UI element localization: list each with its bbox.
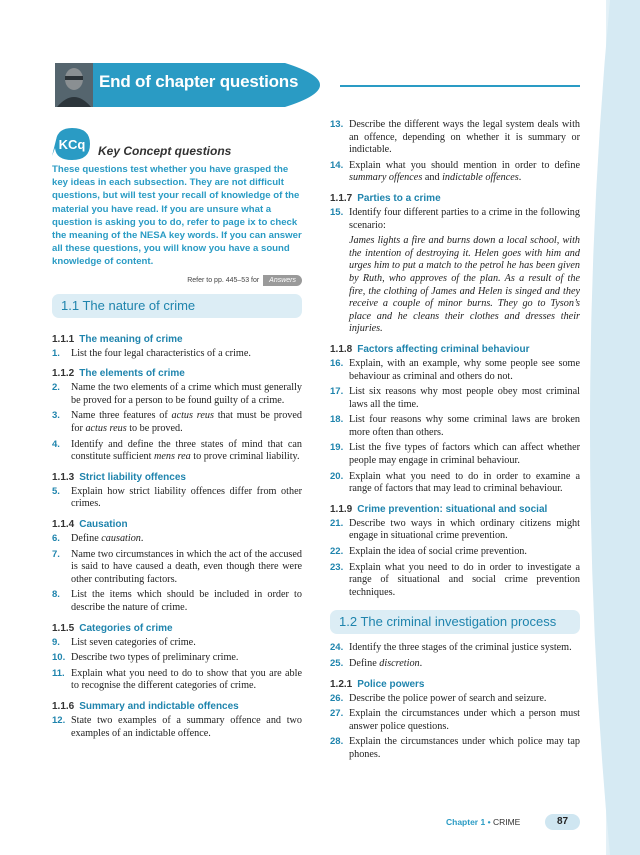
question-6: 6. Define causation. [52,532,144,544]
section-1-2-heading: 1.2 The criminal investigation process [330,610,580,634]
answers-reference [52,275,302,286]
section-1-1-heading: 1.1 The nature of crime [52,294,302,318]
question-7: 7. Name two circumstances in which the act of the accused is said to have caused a death, even though there were other contributing factors. [52,548,302,585]
question-15-scenario: James lights a fire and burns down a local school, with the intention of destroying it. Helen goes with him and urges him to put a match to the petrol he has been given by Ruth, who approves of the plan. As a result of the fire, the clothing of James and Helen is singed and they receive a couple of minor burns. They go to Tyson’s place and he cleans their clothes and dresses their injuries. [349,235,580,335]
left-column [52,124,302,743]
chapter-banner [55,63,355,107]
subhead-1-1-4: 1.1.4 Causation [52,518,128,530]
running-footer [446,817,520,827]
question-5: 5. Explain how strict liability offences differ from other crimes. [52,485,302,510]
question-25: 25. Define discretion. [330,658,423,669]
question-14: 14. Explain what you should mention in order to define summary offences and indictable offences. [330,159,580,184]
page-title: End of chapter questions [99,72,299,91]
subhead-1-1-6: 1.1.6 Summary and indictable offences [52,700,239,712]
question-15: 15. Identify four different parties to a crime in the following scenario: [330,206,580,231]
refer-text: Refer to pp. 445–53 for [187,276,260,284]
subhead-1-1-5: 1.1.5 Categories of crime [52,622,173,634]
question-22: 22. Explain the idea of social crime prevention. [330,546,527,558]
question-24: 24. Identify the three stages of the criminal justice system. [330,642,572,654]
question-23: 23. Explain what you need to do in order to investigate a range of situational and social crime prevention techniques. [330,561,580,598]
page-number: 87 [545,814,580,830]
footer-chapter: Chapter 1 [446,817,486,827]
question-20: 20. Explain what you need to do in order to examine a range of factors that may lead to criminal behaviour. [330,470,580,495]
kcq-title: Key Concept questions [98,144,232,158]
kcq-description: These questions test whether you have grasped the key ideas in each subsection. They are not difficult questions, but will test your recall of knowledge of the material you have read. If you are unsure what a question is asking you to do, refer to page ix to check the meaning of the NESA key words. If you can answer all these questions, you will know you have a sound knowledge of content. [52,164,302,268]
question-11: 11. Explain what you need to do to show that you are able to recognise the different categories of crime. [52,667,302,692]
banner-photo [55,63,93,107]
question-18: 18. List four reasons why some criminal laws are broken more often than others. [330,414,580,438]
question-10: 10. Describe two types of preliminary crime. [52,652,239,664]
question-27: 27. Explain the circumstances under which a person must answer police questions. [330,708,580,732]
question-16: 16. Explain, with an example, why some people see some behaviour as criminal and others do not. [330,357,580,382]
question-12: 12. State two examples of a summary offence and two examples of an indictable offence. [52,714,302,739]
right-column [330,119,580,765]
subhead-1-1-9: 1.1.9 Crime prevention: situational and social [330,503,548,515]
subhead-1-1-7: 1.1.7 Parties to a crime [330,192,441,204]
question-3: 3. Name three features of actus reus that must be proved for actus reus to be proved. [52,410,303,434]
svg-text:KCq: KCq [58,137,86,152]
question-26: 26. Describe the police power of search and seizure. [330,692,547,704]
footer-crime: CRIME [492,817,521,827]
answers-link[interactable]: Answers [263,275,302,286]
question-17: 17. List six reasons why most people obey most criminal laws all the time. [330,386,580,410]
question-21: 21. Describe two ways in which ordinary citizens might engage in situational crime prevention. [330,517,580,542]
question-8: 8. List the items which should be included in order to describe the nature of crime. [52,589,302,613]
subhead-1-1-2: 1.1.2 The elements of crime [52,368,185,380]
question-1: 1. List the four legal characteristics of a crime. [52,347,251,359]
subhead-1-1-8: 1.1.8 Factors affecting criminal behaviour [330,343,530,355]
question-2: 2. Name the two elements of a crime which must generally be proved for a person to be found guilty of a crime. [52,382,302,406]
subhead-1-1-3: 1.1.3 Strict liability offences [52,471,186,483]
question-19: 19. List the five types of factors which can affect whether people may engage in criminal behaviour. [330,442,580,467]
question-9: 9. List seven categories of crime. [52,636,196,648]
subhead-1-1-1: 1.1.1 The meaning of crime [52,333,183,345]
subhead-1-2-1: 1.2.1 Police powers [330,678,425,690]
question-28: 28. Explain the circumstances under which police may tap phones. [330,736,580,760]
banner-rule [340,85,580,87]
question-13: 13. Describe the different ways the legal system deals with an offence, depending on whether it is summary or indictable. [330,119,580,156]
kcq-badge-icon [52,126,92,162]
question-4: 4. Identify and define the three states of mind that can constitute sufficient mens rea to prove criminal liability. [52,438,302,463]
kcq-header [52,124,302,166]
footer-bullet: • [487,817,491,827]
